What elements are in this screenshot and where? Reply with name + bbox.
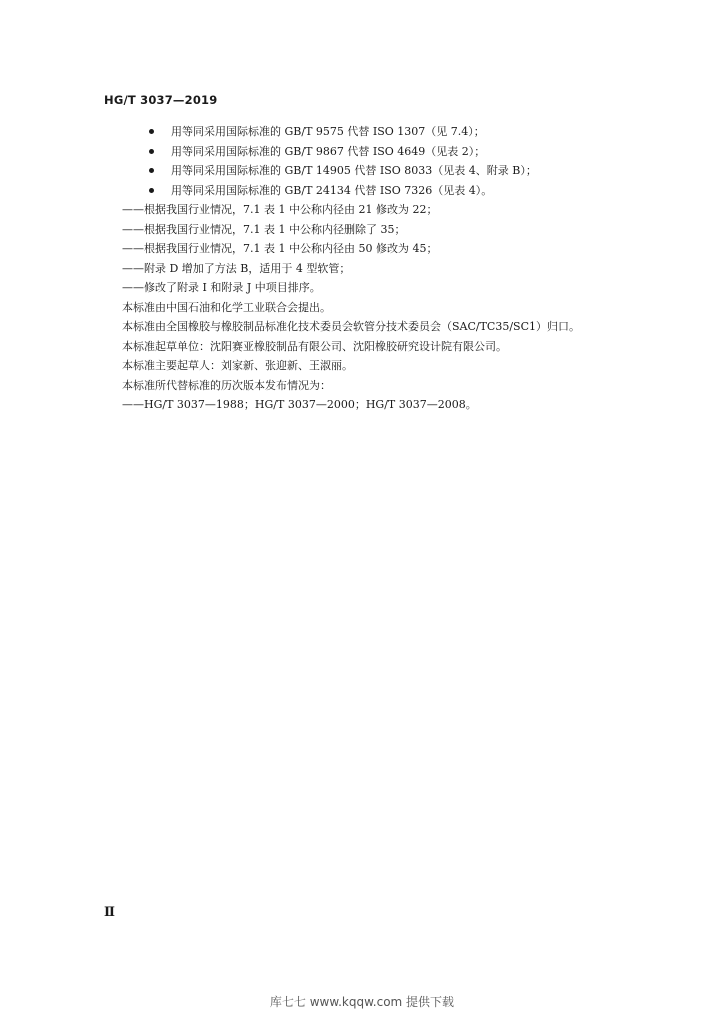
page-number: Ⅱ [104,905,115,920]
list-item-text: 用等同采用国际标准的 GB/T 9867 代替 ISO 4649（见表 2）； [171,144,486,158]
list-item-text: 用等同采用国际标准的 GB/T 9575 代替 ISO 1307（见 7.4）； [171,125,485,138]
list-item-text: 用等同采用国际标准的 GB/T 14905 代替 ISO 8033（见表 4、附录 B）； [171,164,537,177]
previous-editions-heading: 本标准所代替标准的历次版本发布情况为： [122,378,331,392]
standard-code-header: HG/T 3037—2019 [104,93,218,107]
bullet-icon [149,168,154,173]
previous-editions-list: ——HG/T 3037—1988；HG/T 3037—2000；HG/T 3037—2008。 [122,398,477,411]
list-item [122,161,642,181]
bullet-icon [149,188,154,193]
download-watermark: 库七七 www.kqqw.com 提供下载 [269,995,455,1009]
bullet-list [122,122,642,200]
drafting-units: 本标准起草单位：沈阳赛亚橡胶制品有限公司、沈阳橡胶研究设计院有限公司。 [122,339,507,353]
list-item [122,142,642,162]
proposed-by: 本标准由中国石油和化学工业联合会提出。 [122,300,331,314]
list-item [122,122,642,142]
document-body [122,122,642,415]
bullet-icon [149,149,154,154]
list-item [122,181,642,201]
change-item-diameter-35: ——根据我国行业情况，7.1 表 1 中公称内径删除了 35； [122,222,406,236]
list-item-text: 用等同采用国际标准的 GB/T 24134 代替 ISO 7326（见表 4）。 [171,183,493,197]
change-item-diameter-22: ——根据我国行业情况，7.1 表 1 中公称内径由 21 修改为 22； [122,203,438,216]
change-item-appendix-i-j: ——修改了附录 I 和附录 J 中项目排序。 [122,281,321,294]
change-item-appendix-d: ——附录 D 增加了方法 B，适用于 4 型软管； [122,261,351,275]
change-item-diameter-45: ——根据我国行业情况，7.1 表 1 中公称内径由 50 修改为 45； [122,242,438,255]
main-drafters: 本标准主要起草人：刘家新、张迎新、王淑丽。 [122,359,353,372]
bullet-icon [149,129,154,134]
administered-by: 本标准由全国橡胶与橡胶制品标准化技术委员会软管分技术委员会（SAC/TC35/SC1）归口。 [122,320,581,333]
